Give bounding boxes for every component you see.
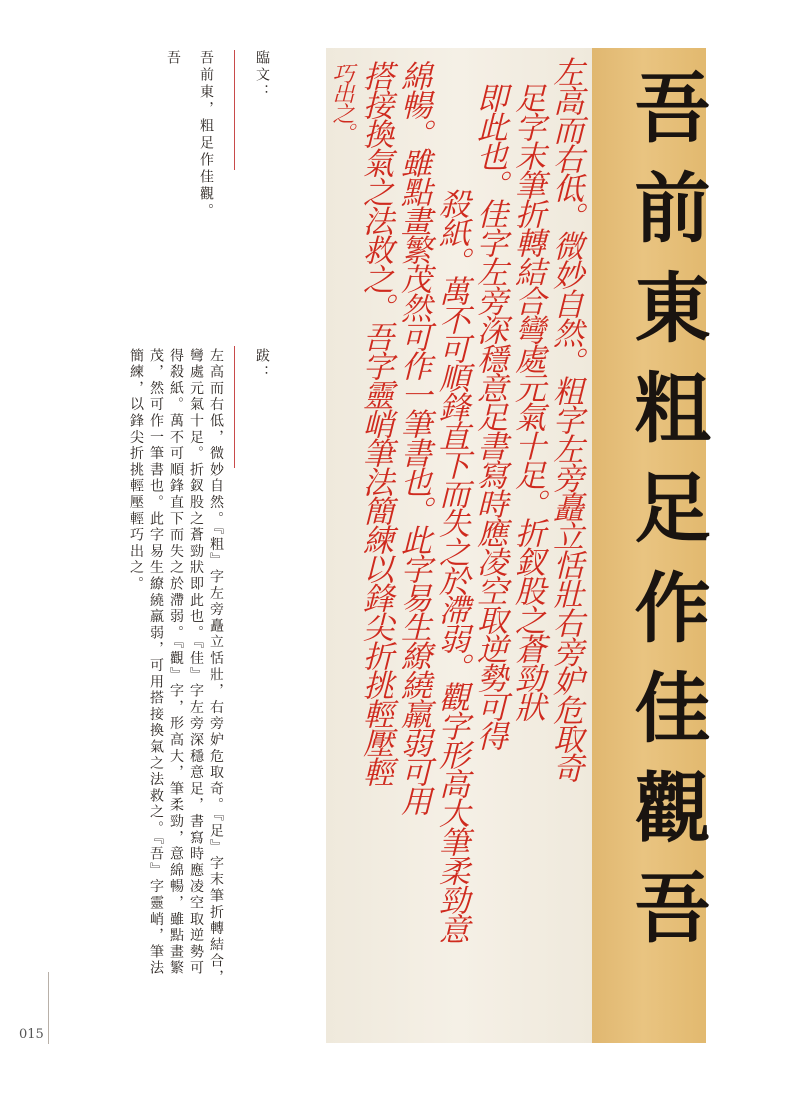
linwen-label: 臨文：	[254, 50, 270, 101]
section-rule	[234, 50, 235, 170]
ba-text: 左高而右低，微妙自然。『粗』字左旁矗立恬壯，右旁妒危取奇。『足』字末筆折轉結合，彎處元氣十足。折釵股之蒼勁狀即此也。『佳』字左旁深穩意足，書寫時應凌空取逆勢可得殺紙。萬不可順鋒直下而失之於滯弱。『觀』字，形高大，筆柔勁，意綿暢，雖點畫繁茂，然可作一筆書也。此字易生繚繞羸弱，可用搭接換氣之法救之。『吾』字靈峭，筆法簡練，以鋒尖折挑輕壓輕巧出之。	[128, 348, 224, 986]
annotation-column: 即此也。佳字左旁深穩意足書寫時應凌空取逆勢可得	[471, 82, 507, 749]
annotation-column: 足字末筆折轉結合彎處元氣十足。折釵股之蒼勁狀	[509, 82, 545, 720]
page-number-rule	[48, 972, 49, 1044]
annotation-column: 搭接換氣之法救之。吾字靈峭筆法簡練以鋒尖折挑輕壓輕	[357, 60, 393, 785]
main-calligraphy-text: 吾前東粗足作佳觀吾	[622, 68, 711, 968]
annotation-paper	[326, 48, 592, 1043]
annotation-column: 殺紙。萬不可順鋒直下而失之於滯弱。觀字形高大筆柔勁意	[433, 188, 469, 942]
linwen-line-2: 吾	[165, 50, 181, 67]
annotation-column: 左高而右低。微妙自然。粗字左旁矗立恬壯右旁妒危取奇	[547, 56, 583, 781]
page-number: 015	[19, 1027, 44, 1042]
section-rule	[234, 346, 235, 468]
linwen-line-1: 吾前東，粗足作佳觀。	[198, 50, 214, 220]
calligraphy-artwork	[326, 48, 711, 1043]
ba-label: 跋：	[254, 348, 270, 382]
main-text-strip	[592, 48, 711, 1043]
annotation-column: 綿暢。雖點畫繁茂然可作一筆書也。此字易生繚繞羸弱可用	[395, 60, 431, 814]
annotation-column: 巧出之。	[329, 62, 354, 142]
